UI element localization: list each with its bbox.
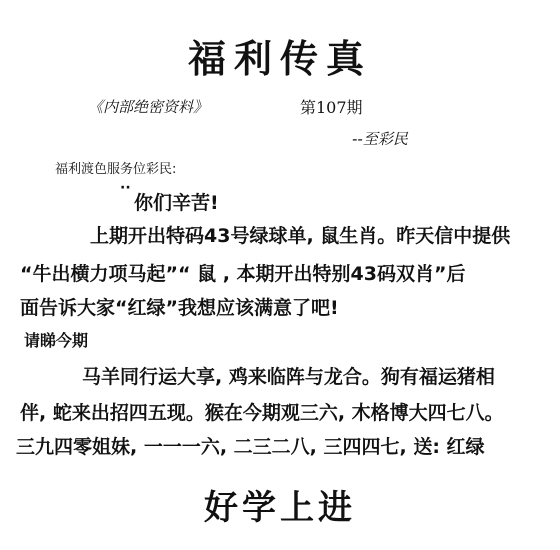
body-line-2: “牛出横力项马起”“ 鼠 , 本期开出特别43码双肖”后 <box>20 263 466 285</box>
salutation: 你们辛苦! <box>134 192 219 214</box>
document-title: 福利传真 <box>187 36 372 81</box>
signature: --至彩民 <box>352 130 408 148</box>
poem-line-3: 三九四零姐妹, 一一一六, 二三二八, 三四四七, 送: 红绿 <box>16 436 485 458</box>
section-label: 请睇今期 <box>24 331 89 350</box>
body-line-3: 面告诉大家“红绿”我想应该满意了吧! <box>20 297 339 319</box>
footer-slogan: 好学上进 <box>204 488 356 528</box>
poem-line-2: 伴, 蛇来出招四五现。猴在今期观三六, 木格博大四七八。 <box>20 402 504 424</box>
greeting-line: 福利渡色服务位彩民: <box>55 162 177 177</box>
issue-number: 第107期 <box>300 98 363 117</box>
decorative-dots: ·· <box>120 180 131 196</box>
body-line-1: 上期开出特码43号绿球单, 鼠生肖。昨天信中提供 <box>90 225 511 247</box>
document-subtitle: 《内部绝密资料》 <box>88 98 209 116</box>
poem-line-1: 马羊同行运大享, 鸡来临阵与龙合。狗有福运猪相 <box>82 366 495 388</box>
